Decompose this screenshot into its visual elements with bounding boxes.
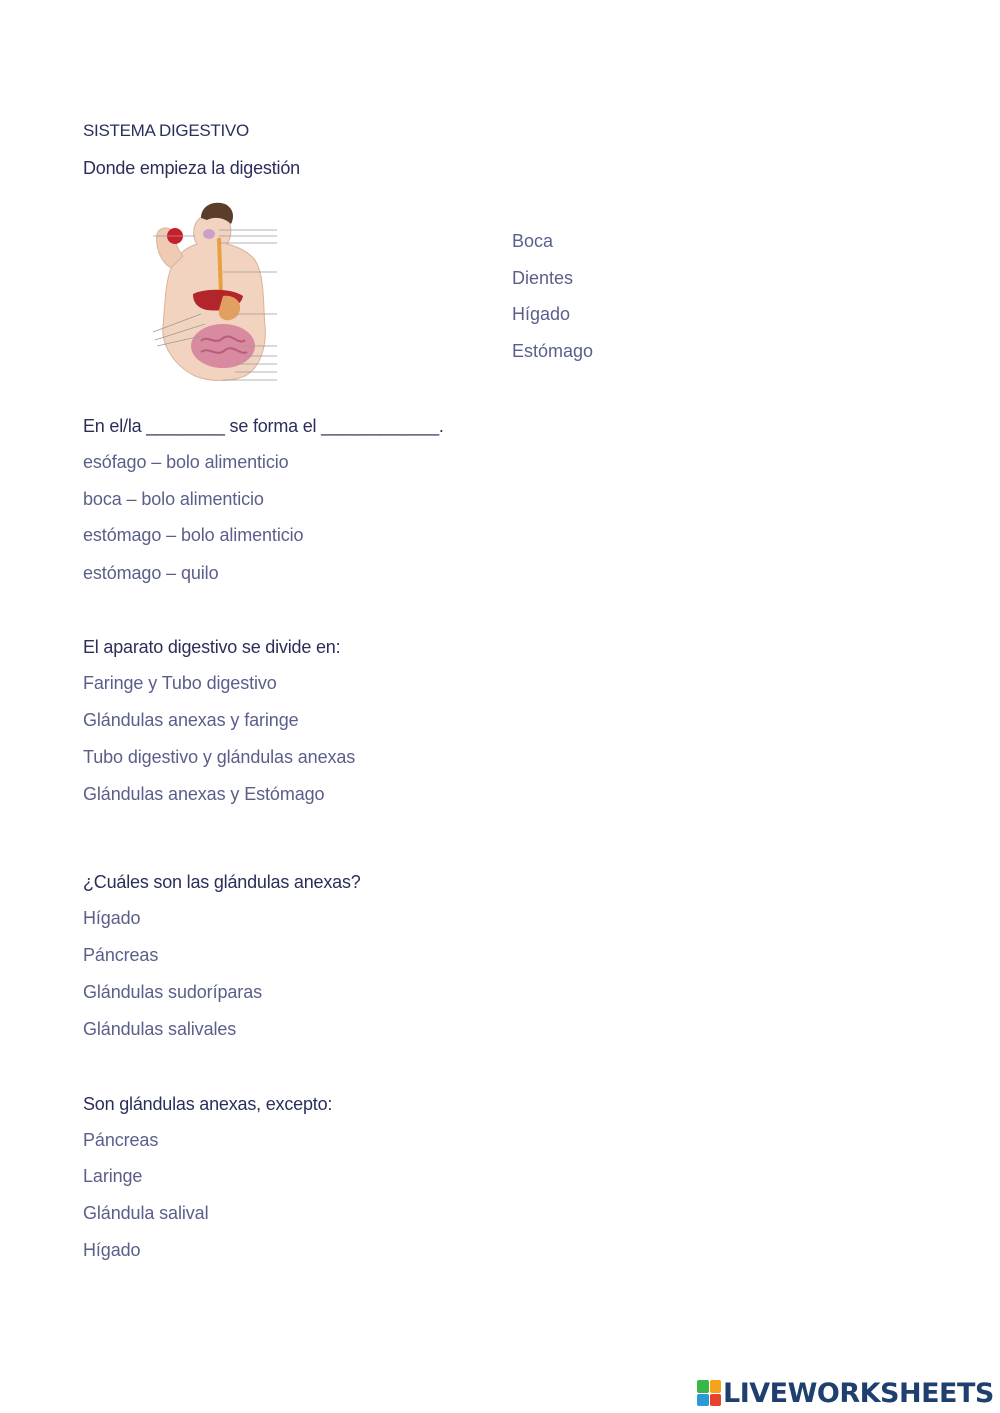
q4-option-4[interactable]: Glándulas salivales bbox=[83, 1019, 237, 1039]
q4-option-3[interactable]: Glándulas sudoríparas bbox=[83, 982, 263, 1002]
q3-option-2[interactable]: Glándulas anexas y faringe bbox=[83, 710, 299, 730]
q5-option-2[interactable]: Laringe bbox=[83, 1166, 143, 1186]
digestive-system-diagram bbox=[135, 196, 285, 386]
q1-option-2[interactable]: Dientes bbox=[512, 268, 574, 288]
q2-option-1[interactable]: esófago – bolo alimenticio bbox=[83, 452, 289, 472]
q3-option-1[interactable]: Faringe y Tubo digestivo bbox=[83, 673, 277, 693]
question-1: Donde empieza la digestión bbox=[83, 158, 300, 178]
liveworksheets-logo-text: LIVEWORKSHEETS bbox=[723, 1377, 994, 1409]
q2-option-2[interactable]: boca – bolo alimenticio bbox=[83, 489, 264, 509]
q3-option-4[interactable]: Glándulas anexas y Estómago bbox=[83, 784, 325, 804]
q5-option-4[interactable]: Hígado bbox=[83, 1240, 141, 1260]
worksheet-title: SISTEMA DIGESTIVO bbox=[83, 121, 249, 140]
q1-option-3[interactable]: Hígado bbox=[512, 304, 571, 324]
q1-option-1[interactable]: Boca bbox=[512, 231, 554, 251]
q5-option-1[interactable]: Páncreas bbox=[83, 1130, 159, 1150]
q4-option-2[interactable]: Páncreas bbox=[83, 945, 159, 965]
question-3: El aparato digestivo se divide en: bbox=[83, 637, 341, 657]
q4-option-1[interactable]: Hígado bbox=[83, 908, 141, 928]
q5-option-3[interactable]: Glándula salival bbox=[83, 1203, 209, 1223]
q2-option-4[interactable]: estómago – quilo bbox=[83, 563, 219, 583]
question-2: En el/la ________ se forma el ____________. bbox=[83, 416, 444, 436]
q3-option-3[interactable]: Tubo digestivo y glándulas anexas bbox=[83, 747, 356, 767]
q2-option-3[interactable]: estómago – bolo alimenticio bbox=[83, 525, 304, 545]
q1-option-4[interactable]: Estómago bbox=[512, 341, 594, 361]
question-4: ¿Cuáles son las glándulas anexas? bbox=[83, 872, 361, 892]
liveworksheets-logo-icon bbox=[697, 1380, 721, 1406]
liveworksheets-logo bbox=[697, 1377, 994, 1409]
question-5: Son glándulas anexas, excepto: bbox=[83, 1094, 333, 1114]
